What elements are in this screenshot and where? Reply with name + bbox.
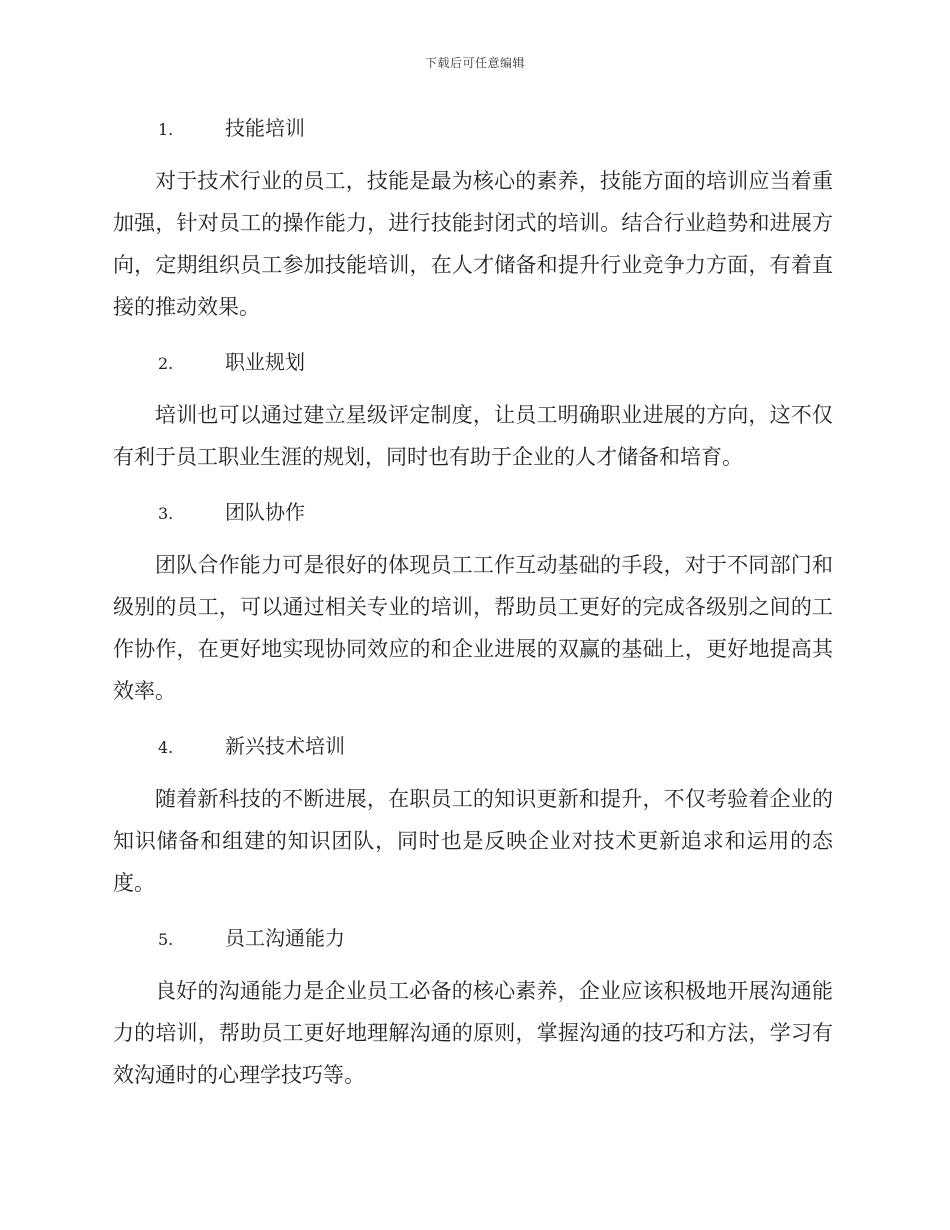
- section-title: 团队协作: [225, 500, 305, 524]
- section-number: 4.: [158, 738, 174, 757]
- section-paragraph: 随着新科技的不断进展，在职员工的知识更新和提升，不仅考验着企业的知识储备和组建的知识团队，同时也是反映企业对技术更新追求和运用的态度。: [113, 787, 833, 895]
- section-number: 2.: [158, 354, 174, 373]
- section-paragraph: 培训也可以通过建立星级评定制度，让员工明确职业进展的方向，这不仅有利于员工职业生涯的规划，同时也有助于企业的人才储备和培育。: [113, 403, 833, 469]
- section-emerging-tech-training: [113, 726, 833, 918]
- section-number: 1.: [158, 120, 174, 139]
- section-title: 员工沟通能力: [225, 926, 345, 950]
- section-career-planning: [113, 342, 833, 492]
- document-body: [113, 108, 833, 1096]
- section-paragraph: 团队合作能力可是很好的体现员工工作互动基础的手段，对于不同部门和级别的员工，可以通过相关专业的培训，帮助员工更好的完成各级别之间的工作协作，在更好地实现协同效应的和企业进展的双赢的基础上，更好地提高其效率。: [113, 553, 833, 703]
- header-note: 下载后可任意编辑: [424, 56, 525, 70]
- section-title: 新兴技术培训: [225, 734, 345, 758]
- section-heading: [113, 492, 833, 534]
- section-skill-training: [113, 108, 833, 342]
- section-paragraph: 对于技术行业的员工，技能是最为核心的素养，技能方面的培训应当着重加强，针对员工的操作能力，进行技能封闭式的培训。结合行业趋势和进展方向，定期组织员工参加技能培训，在人才储备和提升行业竞争力方面，有着直接的推动效果。: [113, 169, 833, 319]
- section-heading: [113, 918, 833, 960]
- section-heading: [113, 108, 833, 150]
- section-number: 3.: [158, 504, 174, 523]
- section-title: 技能培训: [225, 116, 305, 140]
- section-communication-skills: [113, 918, 833, 1096]
- section-heading: [113, 342, 833, 384]
- section-paragraph: 良好的沟通能力是企业员工必备的核心素养，企业应该积极地开展沟通能力的培训，帮助员工更好地理解沟通的原则，掌握沟通的技巧和方法，学习有效沟通时的心理学技巧等。: [113, 979, 833, 1087]
- section-number: 5.: [158, 930, 174, 949]
- section-heading: [113, 726, 833, 768]
- section-title: 职业规划: [225, 350, 305, 374]
- section-team-collaboration: [113, 492, 833, 726]
